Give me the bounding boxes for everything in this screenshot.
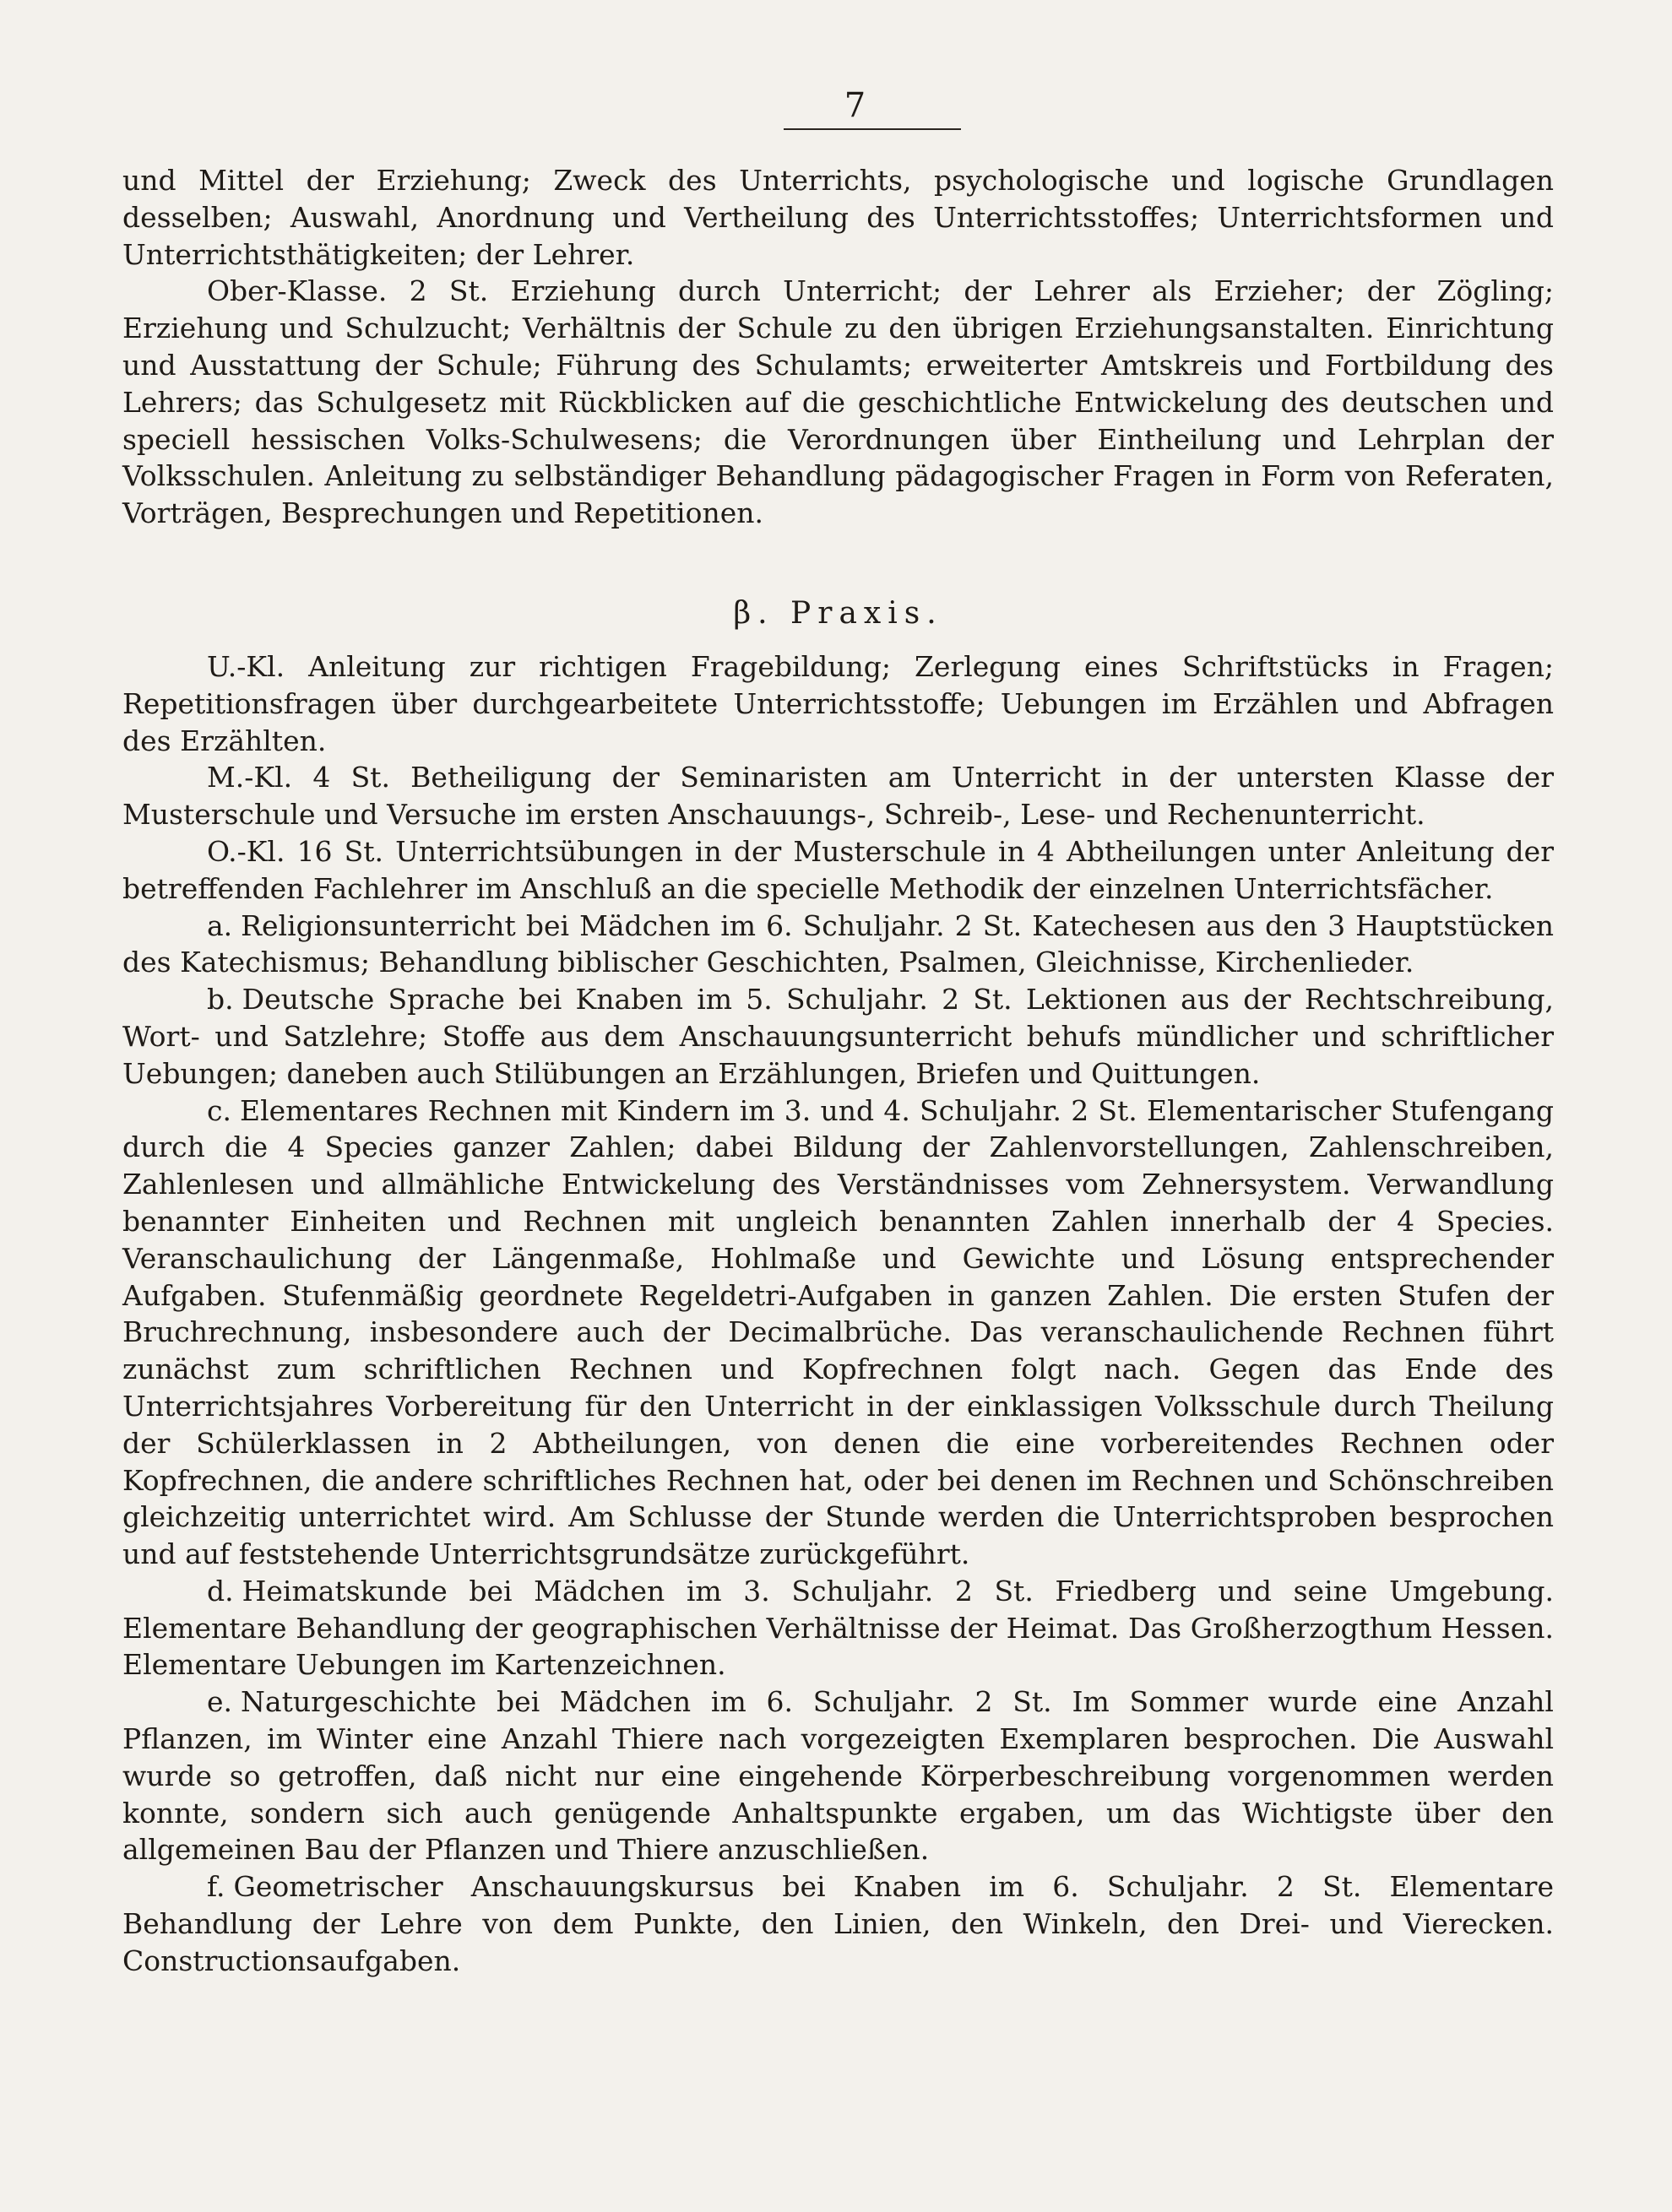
list-item: [122, 908, 1554, 982]
list-marker: e.: [207, 1685, 233, 1719]
list-item: [122, 1683, 1554, 1868]
paragraph-ober-klasse: Ober-Klasse. 2 St. Erziehung durch Unterricht; der Lehrer als Erzieher; der Zögling; Erziehung und Schulzucht; Verhältnis der Schule zu den übrigen Erziehungsanstalten. Einrichtung und Ausstattung der Schule; Führung des Schulamts; erweiterter Amtskreis und Fortbildung des Lehrers; das Schulgesetz mit Rückblicken auf die geschichtliche Entwickelung des deutschen und speciell hessischen Volks-Schulwesens; die Verordnungen über Eintheilung und Lehrplan der Volksschulen. Anleitung zu selbständiger Behandlung pädagogischer Fragen in Form von Referaten, Vorträgen, Besprechungen und Repetitionen.: [122, 274, 1554, 530]
paragraph-unter-klasse: U.-Kl. Anleitung zur richtigen Fragebildung; Zerlegung eines Schriftstücks in Fragen; Repetitionsfragen über durchgearbeitete Unterrichtsstoffe; Uebungen im Erzählen und Abfragen des Erzählten.: [122, 649, 1554, 757]
document-body: [122, 162, 1554, 1980]
page-number: 7: [844, 86, 866, 125]
list-item: [122, 981, 1554, 1092]
list-item: [122, 1092, 1554, 1573]
list-marker: b.: [207, 983, 234, 1017]
list-item-text: Naturgeschichte bei Mädchen im 6. Schuljahr. 2 St. Im Sommer wurde eine Anzahl Pflanzen, im Winter eine Anzahl Thiere nach vorgezeigten Exemplaren besprochen. Die Auswahl wurde so getroffen, daß nicht nur eine eingehende Körperbeschreibung vorgenommen werden konnte, sondern sich auch genügende Anhaltspunkte ergaben, um das Wichtigste über den allgemeinen Bau der Pflanzen und Thiere anzuschließen.: [122, 1685, 1554, 1867]
list-item: [122, 1573, 1554, 1683]
list-item-text: Heimatskunde bei Mädchen im 3. Schuljahr. 2 St. Friedberg und seine Umgebung. Elementare Behandlung der geographischen Verhältnisse der Heimat. Das Großherzogthum Hessen. Elementare Uebungen im Kartenzeichnen.: [122, 1574, 1554, 1682]
list-item-text: Deutsche Sprache bei Knaben im 5. Schuljahr. 2 St. Lektionen aus der Rechtschreibung, Wort- und Satzlehre; Stoffe aus dem Anschauungsunterricht behufs mündlicher und schriftlicher Uebungen; daneben auch Stilübungen an Erzählungen, Briefen und Quittungen.: [122, 983, 1554, 1090]
list-item-text: Geometrischer Anschauungskursus bei Knaben im 6. Schuljahr. 2 St. Elementare Behandlung der Lehre von dem Punkte, den Linien, den Winkeln, den Drei- und Vierecken. Constructionsaufgaben.: [122, 1870, 1554, 1977]
header-rule: [784, 128, 961, 130]
list-marker: a.: [207, 908, 233, 942]
list-item-text: Elementares Rechnen mit Kindern im 3. und 4. Schuljahr. 2 St. Elementarischer Stufengang durch die 4 Species ganzer Zahlen; dabei Bildung der Zahlenvorstellungen, Zahlenschreiben, Zahlenlesen und allmähliche Entwickelung des Verständnisses vom Zehnersystem. Verwandlung benannter Einheiten und Rechnen mit ungleich benannten Zahlen innerhalb der 4 Species. Veranschaulichung der Längenmaße, Hohlmaße und Gewichte und Lösung entsprechender Aufgaben. Stufenmäßig geordnete Regeldetri-Aufgaben in ganzen Zahlen. Die ersten Stufen der Bruchrechnung, insbesondere auch der Decimalbrüche. Das veranschaulichende Rechnen führt zunächst zum schriftlichen Rechnen und Kopfrechnen folgt nach. Gegen das Ende des Unterrichtsjahres Vorbereitung für den Unterricht in der einklassigen Volksschule durch Theilung der Schülerklassen in 2 Abtheilungen, von denen die eine vorbereitendes Rechnen oder Kopfrechnen, die andere schriftliches Rechnen hat, oder bei denen im Rechnen und Schönschreiben gleichzeitig unterrichtet wird. Am Schlusse der Stunde werden die Unterrichtsproben besprochen und auf feststehende Unterrichtsgrundsätze zurückgeführt.: [122, 1093, 1554, 1571]
list-item: [122, 1868, 1554, 1979]
paragraph-pedagogy-continued: und Mittel der Erziehung; Zweck des Unterrichts, psychologische und logische Grundlagen desselben; Auswahl, Anordnung und Vertheilung des Unterrichtsstoffes; Unterrichtsformen und Unterrichtsthätigkeiten; der Lehrer.: [122, 164, 1554, 271]
list-item-text: Religionsunterricht bei Mädchen im 6. Schuljahr. 2 St. Katechesen aus den 3 Hauptstücken des Katechismus; Behandlung biblischer Geschichten, Psalmen, Gleichnisse, Kirchenlieder.: [122, 908, 1554, 979]
paragraph-ober-klasse-praxis: O.-Kl. 16 St. Unterrichtsübungen in der Musterschule in 4 Abtheilungen unter Anleitung der betreffenden Fachlehrer im Anschluß an die specielle Methodik der einzelnen Unterrichtsfächer.: [122, 834, 1554, 905]
section-heading-praxis: β. Praxis.: [733, 595, 943, 631]
list-marker: c.: [207, 1093, 231, 1127]
paragraph-mittel-klasse: M.-Kl. 4 St. Betheiligung der Seminaristen am Unterricht in der untersten Klasse der Musterschule und Versuche im ersten Anschauungs-, Schreib-, Lese- und Rechenunterricht.: [122, 761, 1554, 832]
list-marker: f.: [207, 1870, 225, 1904]
list-marker: d.: [207, 1574, 234, 1607]
